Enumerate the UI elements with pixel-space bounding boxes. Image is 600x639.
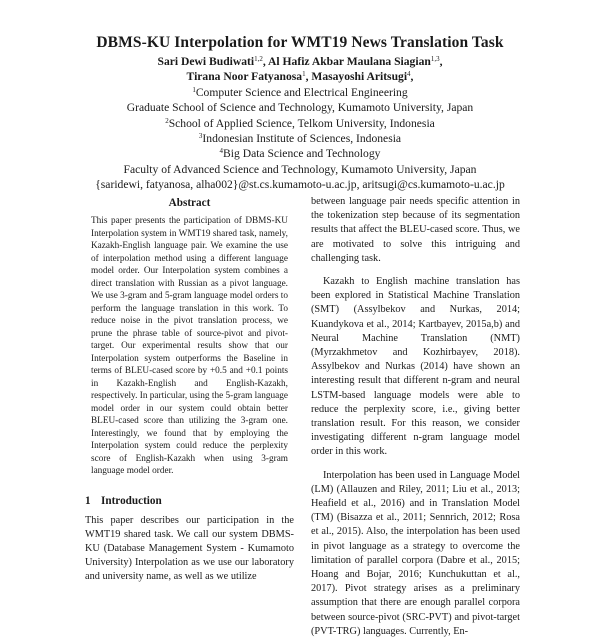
- author-name: Al Hafiz Akbar Maulana Siagian: [268, 55, 431, 68]
- authors-line-1: [0, 54, 600, 69]
- author-block: [0, 54, 600, 193]
- affiliation-sup: 4: [219, 147, 224, 156]
- section-title: Introduction: [101, 494, 162, 507]
- affiliation-sup: 3: [198, 132, 203, 141]
- author-name: Masayoshi Aritsugi: [311, 70, 408, 84]
- author-separator: ,: [410, 70, 414, 84]
- introduction-paragraph: This paper describes our participation in the WMT19 shared task. We call our system DBMS-KU (Database Management System - Kumamoto University) Interpolation as we use our laboratory and university name, as well as we utilize: [85, 514, 294, 583]
- author-separator: ,: [262, 55, 269, 68]
- affiliation: [0, 146, 600, 161]
- affiliation: [0, 85, 600, 100]
- section-heading-introduction: [85, 495, 294, 507]
- affiliation: [0, 162, 600, 177]
- author-sup: 1: [302, 70, 306, 79]
- affiliation-sup: 2: [165, 116, 169, 125]
- affiliation-text: School of Applied Science, Telkom University, Indonesia: [168, 116, 435, 130]
- author-sup: 1,3: [430, 55, 440, 63]
- paper-title: DBMS-KU Interpolation for WMT19 News Translation Task: [96, 34, 504, 51]
- affiliation-text: Graduate School of Science and Technology, Kumamoto University, Japan: [126, 101, 474, 115]
- affiliation-text: Computer Science and Electrical Engineering: [195, 85, 408, 99]
- author-sup: 1,2: [254, 55, 263, 63]
- abstract-heading: Abstract: [168, 197, 211, 209]
- abstract-text: This paper presents the participation of DBMS-KU Interpolation system in WMT19 shared task, namely, Kazakh-English language pair. We examine the use of interpolation method using a different language model order. Our Interpolation system combines a direct translation with Russian as a pivot language. We use 3-gram and 5-gram language model orders to perform the language translation in this work. To reduce noise in the pivot translation process, we prune the phrase table of source-pivot and pivot-target. Our experimental results show that our Interpolation system outperforms the Baseline in terms of BLEU-cased score by +0.5 and +0.1 points in Kazakh-English and English-Kazakh, respectively. In particular, using the 5-gram language model order in our system could obtain better BLEU-cased score than utilizing the 3-gram one. Interestingly, we found that by employing the Interpolation system could reduce the perplexity score of English-Kazakh when using 3-gram language model order.: [91, 216, 288, 476]
- affiliation-text: Indonesian Institute of Sciences, Indonesia: [202, 132, 402, 146]
- affiliation: [0, 100, 600, 115]
- affiliation-text: Faculty of Advanced Science and Technology, Kumamoto University, Japan: [123, 162, 477, 176]
- body-paragraph: Interpolation has been used in Language Model (LM) (Allauzen and Riley, 2011; Liu et al., 2013; Heafield et al., 2016) and in Translation Model (TM) (Bisazza et al., 2011; Sennrich, 2012; Rosa et al., 2015). Also, the interpolation has been used in pivot language as a strategy to overcome the limitation of parallel corpora (Dabre et al., 2015; Hoang and Bojar, 2016; Kunchukuttan et al., 2017). Pivot strategy arises as a preliminary assumption that there are enough parallel corpora between source-pivot (SRC-PVT) and pivot-target (PVT-TRG) languages. Currently, En-: [311, 469, 520, 637]
- body-paragraph: between language pair needs specific attention in the tokenization step because of its segmentation results that affect the BLEU-cased score. Thus, we are motivated to solve this intriguing and challenging task.: [311, 196, 520, 264]
- authors-line-2: [0, 69, 600, 84]
- author-name: Tirana Noor Fatyanosa: [186, 70, 303, 84]
- affiliation: [0, 131, 600, 146]
- author-name: Sari Dewi Budiwati: [157, 55, 255, 68]
- author-separator: ,: [439, 55, 443, 68]
- author-emails: [0, 177, 600, 192]
- section-number: 1: [85, 494, 91, 507]
- email-text: {saridewi, fatyanosa, alha002}@st.cs.kumamoto-u.ac.jp, aritsugi@cs.kumamoto-u.ac.jp: [95, 178, 505, 192]
- author-sup: 4: [407, 70, 411, 79]
- right-column: [311, 195, 520, 639]
- affiliation: [0, 116, 600, 131]
- affiliation-sup: 1: [192, 85, 196, 94]
- affiliation-text: Big Data Science and Technology: [223, 147, 381, 161]
- author-separator: ,: [305, 70, 312, 84]
- body-paragraph: Kazakh to English machine translation has been explored in Statistical Machine Translation (SMT) (Assylbekov and Nurkas, 2014; Kuandykova et al., 2014; Kartbayev, 2015a,b) and Neural Machine Translation (NMT) (Myrzakhmetov and Kozhirbayev, 2018). Assylbekov and Nurkas (2014) have shown an interesting result that different n-gram and neural LSTM-based language models were able to reduce the perplexity score, i.e., giving better translation result. For this reason, we consider investigating different n-gram language model order in this work.: [311, 276, 520, 458]
- left-column: [85, 197, 294, 585]
